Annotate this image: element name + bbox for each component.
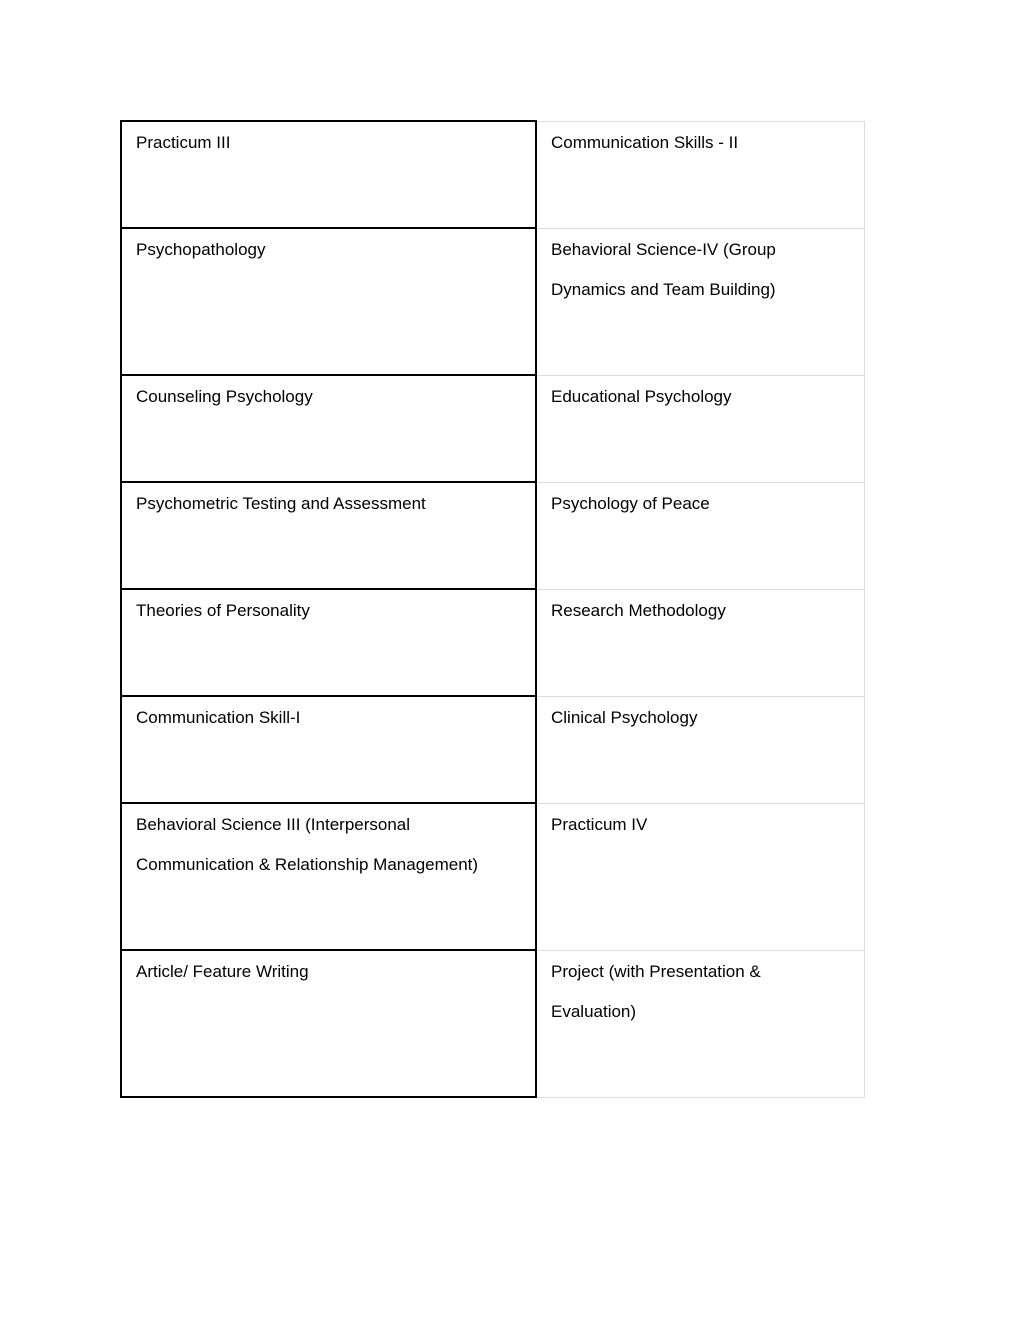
table-row xyxy=(121,375,864,482)
table-cell xyxy=(536,228,864,375)
table-cell xyxy=(121,482,536,589)
table-row xyxy=(121,950,864,1097)
course-name: Psychology of Peace xyxy=(551,493,710,513)
course-name: Practicum III xyxy=(136,133,231,152)
table-cell xyxy=(121,121,536,228)
table-cell xyxy=(536,121,864,228)
course-name: Practicum IV xyxy=(551,814,648,834)
table-row xyxy=(121,121,864,228)
course-name: Project (with Presentation & Evaluation) xyxy=(551,961,761,1021)
course-table xyxy=(120,120,865,1098)
table-cell xyxy=(121,950,536,1097)
course-name: Educational Psychology xyxy=(551,386,732,406)
table-row xyxy=(121,482,864,589)
course-name: Theories of Personality xyxy=(136,601,310,620)
course-name: Communication Skill-I xyxy=(136,708,301,727)
table-cell xyxy=(121,375,536,482)
table-row xyxy=(121,589,864,696)
table-row xyxy=(121,696,864,803)
course-name: Counseling Psychology xyxy=(136,387,313,406)
course-name: Clinical Psychology xyxy=(551,707,698,727)
course-name: Psychopathology xyxy=(136,240,266,259)
table-cell xyxy=(536,482,864,589)
table-row xyxy=(121,228,864,375)
table-row xyxy=(121,803,864,950)
table-cell xyxy=(536,803,864,950)
table-cell xyxy=(536,375,864,482)
course-name: Research Methodology xyxy=(551,600,726,620)
table-cell xyxy=(121,803,536,950)
course-name: Behavioral Science III (Interpersonal Communication & Relationship Management) xyxy=(136,815,479,874)
table-cell xyxy=(536,696,864,803)
table-cell xyxy=(536,589,864,696)
course-name: Communication Skills - II xyxy=(551,132,739,152)
table-cell xyxy=(121,589,536,696)
table-cell xyxy=(121,228,536,375)
course-name: Article/ Feature Writing xyxy=(136,962,309,981)
course-name: Psychometric Testing and Assessment xyxy=(136,494,426,513)
table-cell xyxy=(121,696,536,803)
table-cell xyxy=(536,950,864,1097)
course-name: Behavioral Science-IV (Group Dynamics and Team Building) xyxy=(551,239,776,299)
